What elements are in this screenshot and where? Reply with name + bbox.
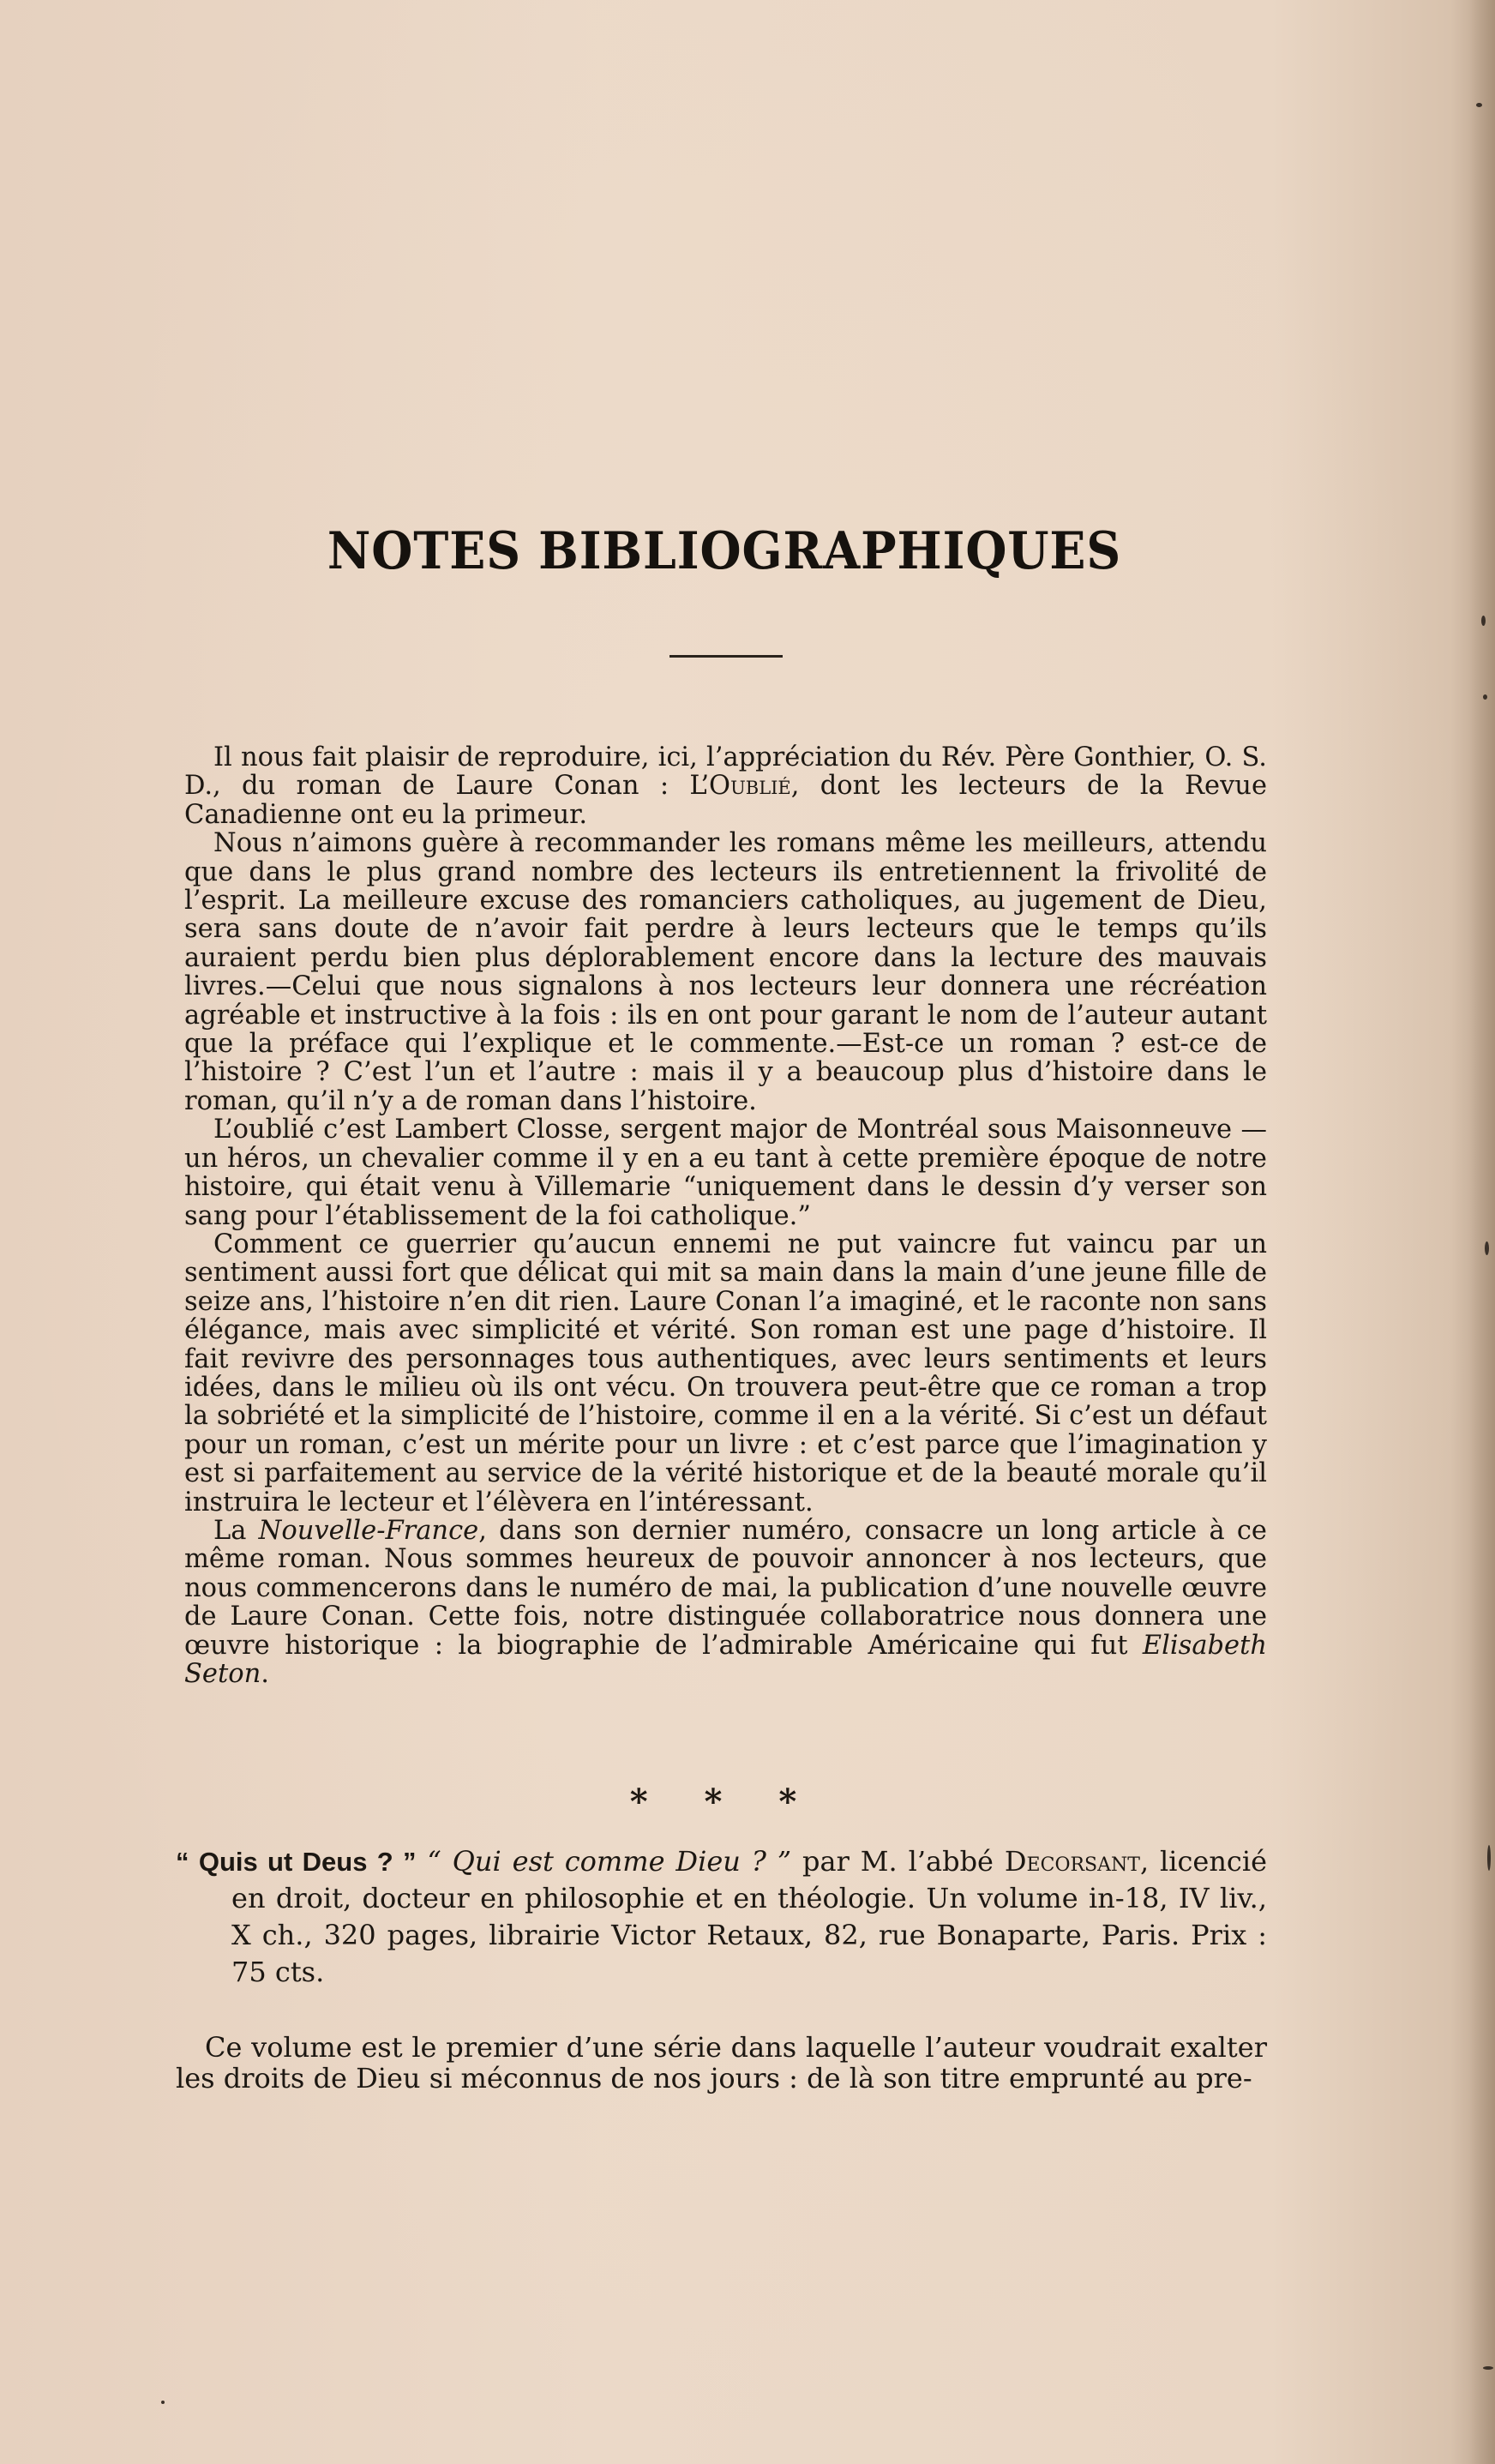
book-french-title: “ Qui est comme Dieu ? ” <box>427 1845 792 1878</box>
paragraph-1 <box>184 743 1267 829</box>
paragraph-2: Nous n’aimons guère à recommander les romans même les meilleurs, attendu que dans le plus grand nombre des lecteurs ils entretiennent la frivolité de l’esprit. La meilleure excuse des romanciers catholiques, au jugement de Dieu, sera sans doute de n’avoir fait perdre à leurs lecteurs que le temps qu’ils auraient perdu bien plus déplorablement encore dans la lecture des mauvais livres.—Celui que nous signalons à nos lecteurs leur donnera une récréation agréable et instructive à la fois : ils en ont pour garant le nom de l’auteur autant que la préface qui l’explique et le commente.—Est-ce un roman ? est-ce de l’histoire ? C’est l’un et l’autre : mais il y a beaucoup plus d’histoire dans le roman, qu’il n’y a de roman dans l’histoire. <box>184 828 1267 1116</box>
paper-speck <box>1483 2366 1493 2370</box>
paragraph-5-end: . <box>261 1659 269 1689</box>
book-details: , licencié en droit, docteur en philosophie et en théologie. Un volume in-18, IV liv., X ch., 320 pages, librairie Victor Retaux, 82, rue Bonaparte, Paris. Prix : 75 cts. <box>231 1845 1268 1988</box>
page-title: NOTES BIBLIOGRAPHIQUES <box>327 521 1122 581</box>
paper-speck <box>1485 1241 1489 1255</box>
review-paragraph: Ce volume est le premier d’une série dans laquelle l’auteur voudrait exalter les droits de Dieu si méconnus de nos jours : de là son titre emprunté au pre- <box>176 2031 1267 2094</box>
paragraph-4: Comment ce guerrier qu’aucun ennemi ne put vaincre fut vaincu par un sentiment aussi fort que délicat qui mit sa main dans la main d’une jeune fille de seize ans, l’histoire n’en dit rien. Laure Conan l’a imaginé, et le raconte non sans élégance, mais avec simplicité et vérité. Son roman est une page d’histoire. Il fait revivre des personnages tous authentiques, avec leurs sentiments et leurs idées, dans le milieu où ils ont vécu. On trouvera peut-être que ce roman a trop la sobriété et la simplicité de l’histoire, comme il en a la vérité. Si c’est un défaut pour un roman, c’est un mérite pour un livre : et c’est parce que l’imagination y est si parfaitement au service de la vérité historique et de la beauté morale qu’il instruira le lecteur et l’élèvera en l’intéressant. <box>184 1229 1267 1517</box>
paper-speck <box>1481 616 1486 626</box>
page-edge-shadow <box>1469 0 1495 2464</box>
title-rule <box>669 655 783 658</box>
paragraph-1-end: , dont les lecteurs de la Revue Canadienne ont eu la primeur. <box>184 771 1267 830</box>
biography-subject: Elisabeth Seton <box>184 1630 1267 1689</box>
paper-speck <box>1483 694 1487 700</box>
article-body <box>184 743 1267 1688</box>
journal-name: Nouvelle-France <box>258 1515 479 1546</box>
paper-speck <box>1487 1845 1491 1871</box>
paragraph-3: L’oublié c’est Lambert Closse, sergent major de Montréal sous Maisonneuve —un héros, un chevalier comme il y en a eu tant à cette première époque de notre histoire, qui était venu à Villemarie “uniquement dans le dessin d’y verser son sang pour l’établissement de la foi catholique.” <box>184 1115 1267 1231</box>
paragraph-5 <box>184 1517 1267 1688</box>
paragraph-1-intro: Il nous fait plaisir de reproduire, ici, l’appréciation du Rév. Père Gonthier, O. S. D., du roman de Laure Conan : <box>184 742 1267 802</box>
paragraph-5-start: La <box>213 1515 259 1546</box>
book-author: Decorsant <box>1004 1845 1140 1878</box>
paper-speck <box>1476 103 1482 107</box>
paper-speck <box>161 2401 165 2404</box>
paragraph-5-middle: , dans son dernier numéro, consacre un long article à ce même roman. Nous sommes heureux de pouvoir annoncer à nos lecteurs, que nous commencerons dans le numéro de mai, la publication d’une nouvelle œuvre de Laure Conan. Cette fois, notre distinguée collaboratrice nous donnera une œuvre historique : la biographie de l’admirable Américaine qui fut <box>184 1515 1267 1661</box>
book-latin-title: “ Quis ut Deus ? ” <box>176 1847 417 1877</box>
book-by: par M. l’abbé <box>791 1845 1005 1878</box>
section-separator: * * * <box>629 1782 820 1822</box>
book-entry <box>176 1843 1267 1991</box>
novel-title: L’Oublié <box>689 771 791 802</box>
